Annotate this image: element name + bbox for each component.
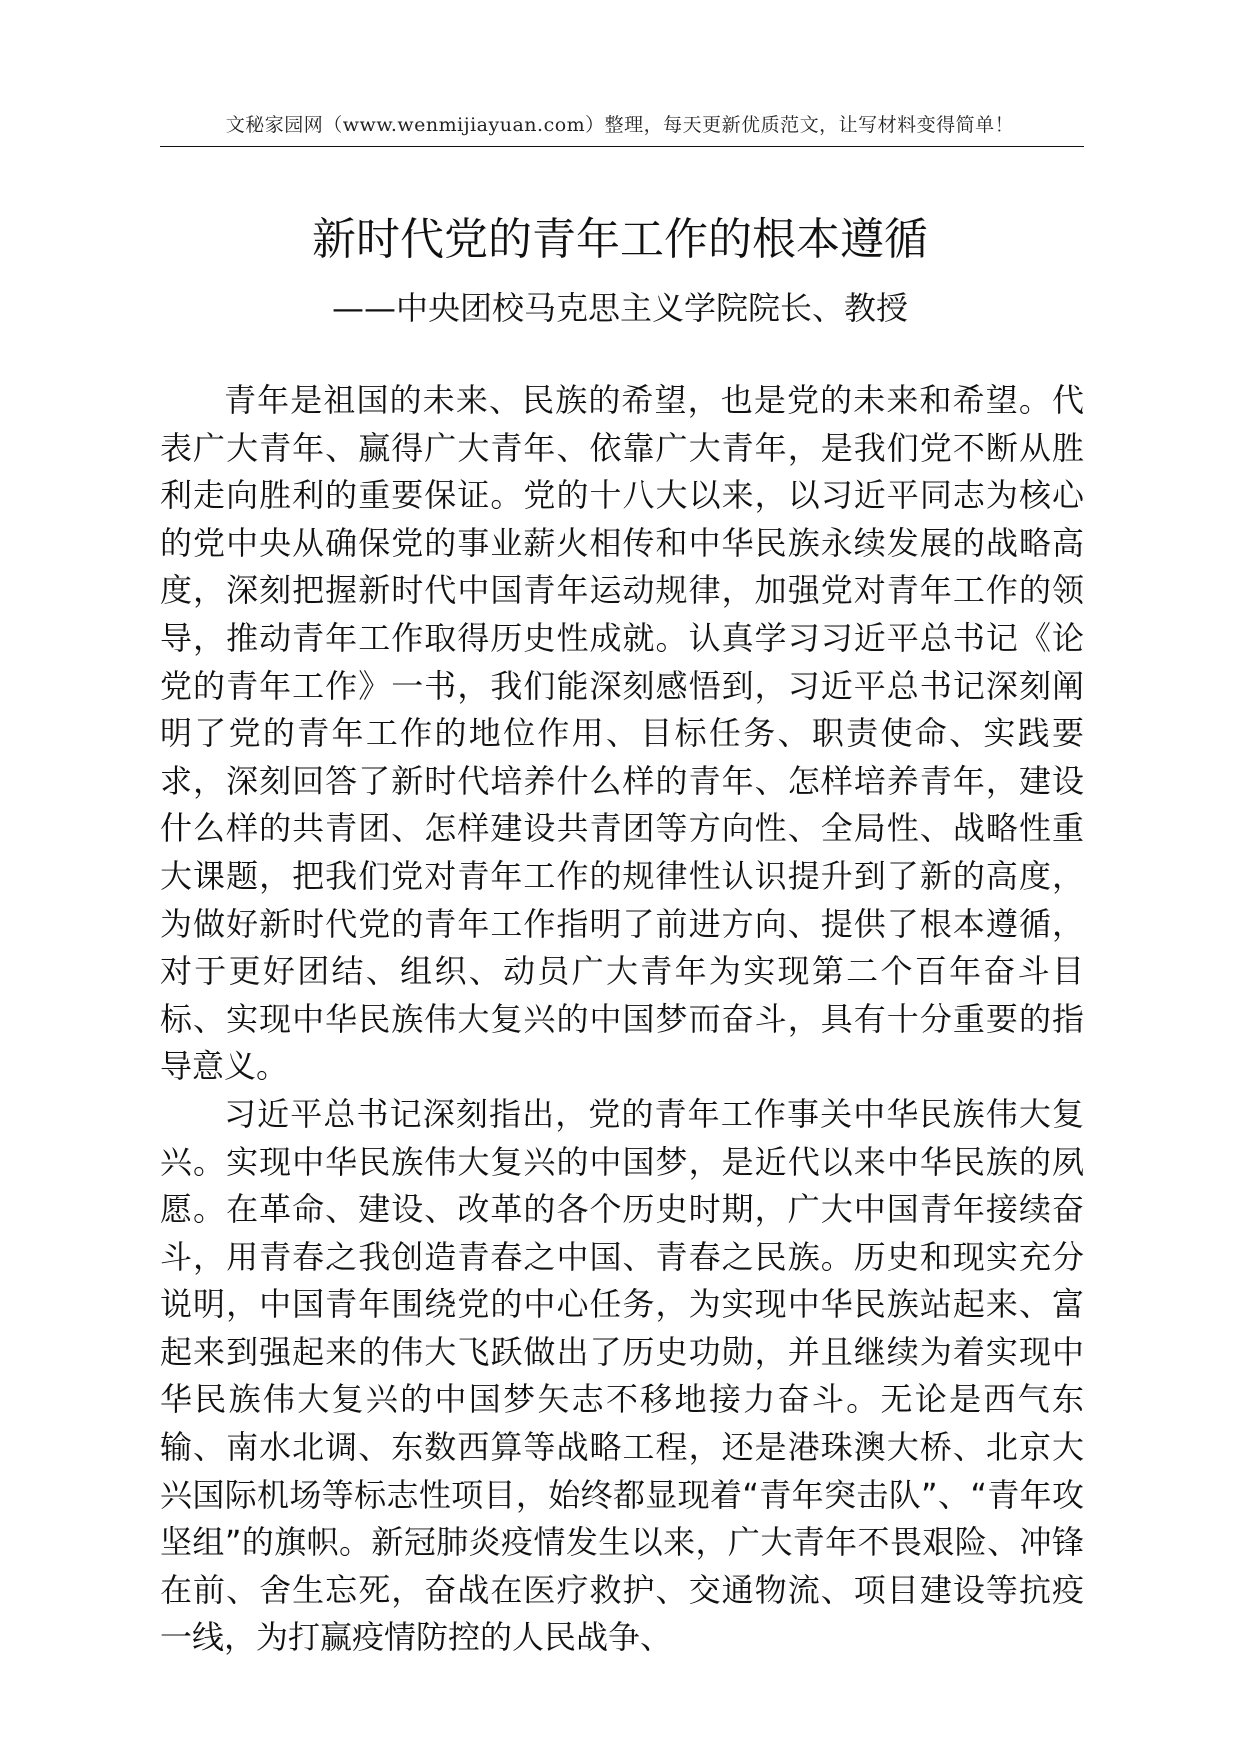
paragraph: 青年是祖国的未来、民族的希望，也是党的未来和希望。代表广大青年、赢得广大青年、依靠广大青年，是我们党不断从胜利走向胜利的重要保证。党的十八大以来，以习近平同志为核心的党中央从确保党的事业薪火相传和中华民族永续发展的战略高度，深刻把握新时代中国青年运动规律，加强党对青年工作的领导，推动青年工作取得历史性成就。认真学习习近平总书记《论党的青年工作》一书，我们能深刻感悟到，习近平总书记深刻阐明了党的青年工作的地位作用、目标任务、职责使命、实践要求，深刻回答了新时代培养什么样的青年、怎样培养青年，建设什么样的共青团、怎样建设共青团等方向性、全局性、战略性重大课题，把我们党对青年工作的规律性认识提升到了新的高度，为做好新时代党的青年工作指明了前进方向、提供了根本遵循，对于更好团结、组织、动员广大青年为实现第二个百年奋斗目标、实现中华民族伟大复兴的中国梦而奋斗，具有十分重要的指导意义。 [160, 381, 1084, 1086]
header-divider [160, 146, 1084, 147]
article-body [160, 377, 1084, 1662]
article-subtitle: ——中央团校马克思主义学院院长、教授 [331, 289, 908, 327]
paragraph: 习近平总书记深刻指出，党的青年工作事关中华民族伟大复兴。实现中华民族伟大复兴的中国梦，是近代以来中华民族的夙愿。在革命、建设、改革的各个历史时期，广大中国青年接续奋斗，用青春之我创造青春之中国、青春之民族。历史和现实充分说明，中国青年围绕党的中心任务，为实现中华民族站起来、富起来到强起来的伟大飞跃做出了历史功勋，并且继续为着实现中华民族伟大复兴的中国梦矢志不移地接力奋斗。无论是西气东输、南水北调、东数西算等战略工程，还是港珠澳大桥、北京大兴国际机场等标志性项目，始终都显现着“青年突击队”、“青年攻坚组”的旗帜。新冠肺炎疫情发生以来，广大青年不畏艰险、冲锋在前、舍生忘死，奋战在医疗救护、交通物流、项目建设等抗疫一线，为打赢疫情防控的人民战争、 [160, 1094, 1084, 1657]
article-title: 新时代党的青年工作的根本遵循 [312, 214, 928, 265]
header-note: 文秘家园网（www.wenmijiayuan.com）整理，每天更新优质范文，让写材料变得简单！ [225, 114, 1015, 136]
